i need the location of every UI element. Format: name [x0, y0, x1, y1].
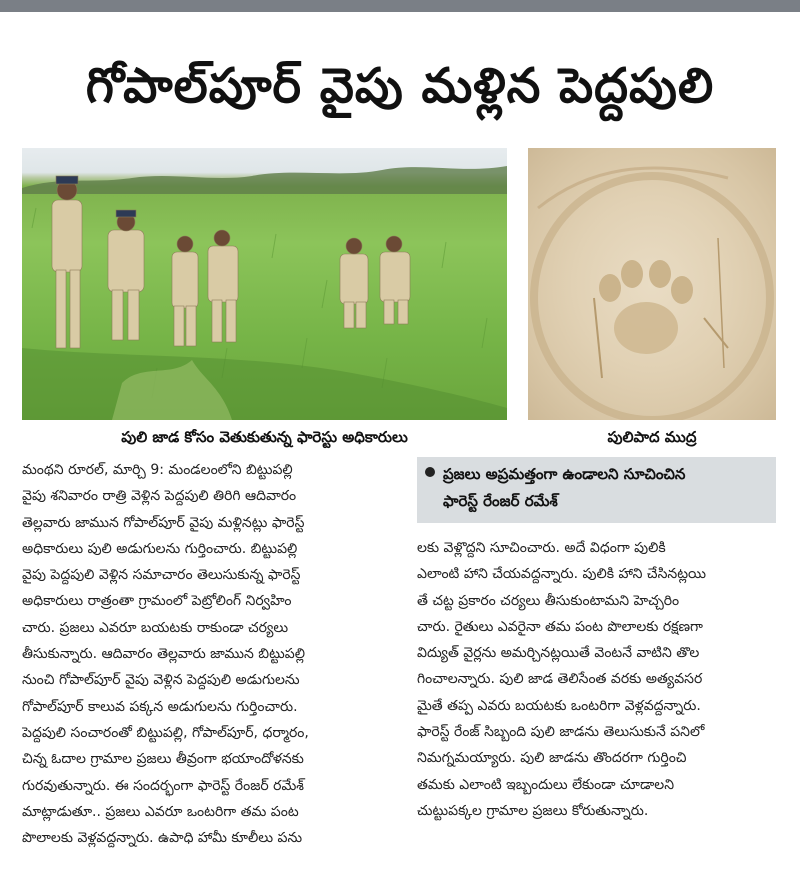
highlight-text	[443, 461, 773, 515]
article-line: తీసుకున్నారు. ఆదివారం తెల్లవారు జామున బిట్టుపల్లి	[22, 646, 305, 663]
article-line: ఫారెస్ట్ రేంజ్ సిబ్బంది పులి జాడను తెలుసుకునే పనిలో	[417, 724, 705, 741]
article-line: పొలాలకు వెళ్లవద్దన్నారు. ఉపాధి హామీ కూలీలు పను	[22, 830, 303, 847]
article-line: చిన్న ఓదాల గ్రామాల ప్రజలు తీవ్రంగా భయాందోళనకు	[22, 751, 304, 768]
field-search-illustration	[22, 148, 507, 420]
article-line: గించాలన్నారు. పులి జాడ తెలిసేంత వరకు అత్యవసర	[417, 671, 703, 688]
article-line: ఎలాంటి హాని చేయవద్దన్నారు. పులికి హాని చేసినట్లయి	[417, 566, 707, 583]
highlight-line: ఫారెస్ట్ రేంజర్ రమేశ్	[443, 492, 558, 510]
article-line: చారు. రైతులు ఎవరైనా తమ పంట పొలాలకు రక్షణగా	[417, 618, 703, 635]
article-line: గోపాల్‌పూర్ కాలువ పక్కన అడుగులను గుర్తించారు.	[22, 698, 298, 715]
article-line: గురవుతున్నారు. ఈ సందర్భంగా ఫారెస్ట్ రేంజర్ రమేశ్	[22, 777, 304, 794]
article-line: విద్యుత్ వైర్లను అమర్చినట్లయితే వెంటనే వాటిని తొల	[417, 645, 700, 662]
article-line: మాట్లాడుతూ.. ప్రజలు ఎవరూ ఒంటరిగా తమ పంట	[22, 803, 299, 820]
article-line: అధికారులు రాత్రంతా గ్రామంలో పెట్రోలింగ్ నిర్వహిం	[22, 593, 292, 610]
article-line: నిమగ్నమయ్యారు. పులి జాడను తొందరగా గుర్తించి	[417, 750, 687, 767]
top-bar	[0, 0, 800, 12]
article-line: తమకు ఎలాంటి ఇబ్బందులు లేకుండా చూడాలని	[417, 776, 675, 793]
article-line: లకు వెళ్లొద్దని సూచించారు. అదే విధంగా పులికి	[417, 540, 666, 556]
highlight-line: ప్రజలు అప్రమత్తంగా ఉండాలని సూచించిన	[443, 465, 686, 483]
photo1-caption: పులి జాడ కోసం వెతుకుతున్న ఫారెస్టు అధికారులు	[121, 428, 408, 446]
pugmark-illustration	[528, 148, 776, 420]
article-line: అధికారులు పులి అడుగులను గుర్తించారు. బిట్టుపల్లి	[22, 540, 298, 557]
article-line: మంథని రూరల్, మార్చి 9: మండలంలోని బిట్టుపల్లి	[22, 462, 293, 478]
article-line: నుంచి గోపాల్‌పూర్ వైపు వెళ్లిన పెద్దపులి అడుగులను	[22, 672, 300, 689]
field-search-photo	[22, 148, 507, 420]
pugmark-photo	[528, 148, 776, 420]
article-line: వైపు పెద్దపులి వెళ్లిన సమాచారం తెలుసుకున్న ఫారెస్ట్	[22, 567, 301, 584]
article-column-1	[22, 457, 405, 851]
article-line: చారు. ప్రజలు ఎవరూ బయటకు రాకుండా చర్యలు	[22, 619, 289, 636]
article-line: తే చట్ట ప్రకారం చర్యలు తీసుకుంటామని హెచ్చరిం	[417, 592, 680, 609]
article-column-2	[417, 535, 776, 824]
article-line: పెద్దపులి సంచారంతో బిట్టుపల్లి, గోపాల్‌పూర్, ధర్మారం,	[22, 724, 309, 741]
article-line: మైతే తప్ప ఎవరు బయటకు ఒంటరిగా వెళ్లవద్దన్నారు.	[417, 697, 701, 714]
bullet-icon	[425, 467, 435, 477]
headline: గోపాల్‌పూర్ వైపు మళ్లిన పెద్దపులి	[85, 58, 715, 114]
article-line: వైపు శనివారం రాత్రి వెళ్లిన పెద్దపులి తిరిగి ఆదివారం	[22, 488, 297, 505]
photo2-caption: పులిపాద ముద్ర	[607, 428, 697, 446]
article-line: తెల్లవారు జామున గోపాల్‌పూర్ వైపు మళ్లినట్లు ఫారెస్ట్	[22, 514, 305, 531]
highlight-box	[417, 457, 776, 523]
article-line: చుట్టుపక్కల గ్రామాల ప్రజలు కోరుతున్నారు.	[417, 802, 649, 819]
